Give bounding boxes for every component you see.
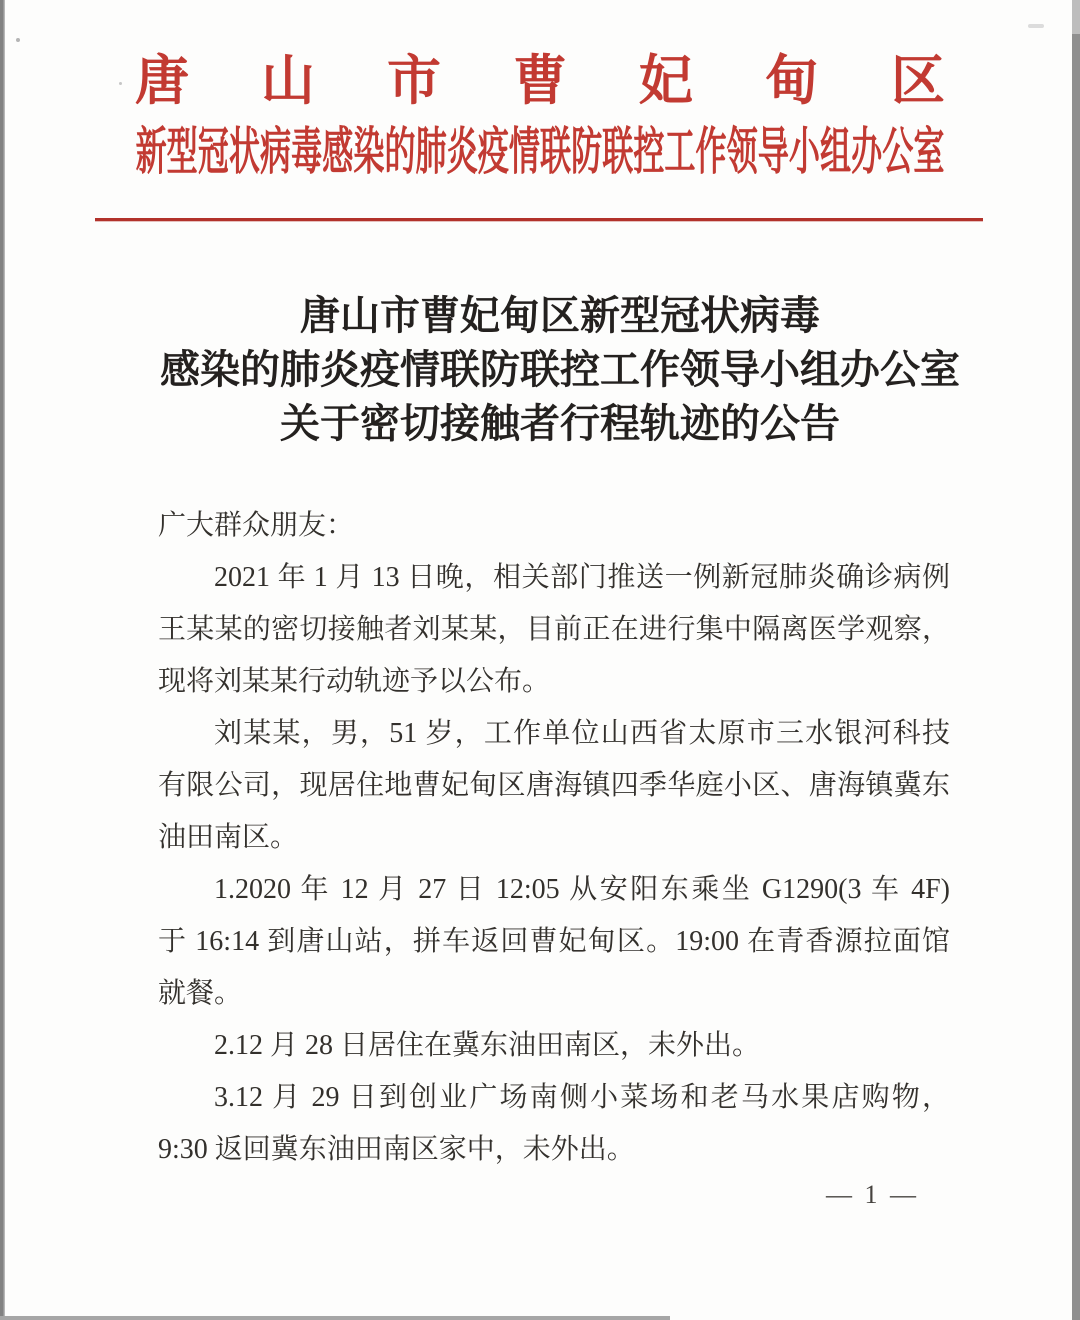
body-line: 油田南区。 xyxy=(158,822,299,853)
body-line: 刘某某，男，51 岁，工作单位山西省太原市三水银河科技 xyxy=(214,718,950,749)
salutation: 广大群众朋友： xyxy=(158,510,355,541)
document-title-line-2: 感染的肺炎疫情联防联控工作领导小组办公室 xyxy=(160,347,960,392)
letterhead-separator-rule xyxy=(95,218,983,221)
body-line: 3.12 月 29 日到创业广场南侧小菜场和老马水果店购物， xyxy=(214,1082,950,1113)
document-title-line-1: 唐山市曹妃甸区新型冠状病毒 xyxy=(300,293,820,338)
body-line: 有限公司，现居住地曹妃甸区唐海镇四季华庭小区、唐海镇冀东 xyxy=(158,770,950,801)
scan-edge-bottom xyxy=(0,1316,670,1320)
body-line: 2021 年 1 月 13 日晚，相关部门推送一例新冠肺炎确诊病例 xyxy=(214,562,950,593)
body-line: 2.12 月 28 日居住在冀东油田南区，未外出。 xyxy=(214,1030,761,1061)
body-line: 9:30 返回冀东油田南区家中，未外出。 xyxy=(158,1134,635,1165)
scan-edge-left xyxy=(0,0,5,1320)
page-number: — 1 — xyxy=(826,1180,919,1209)
body-line: 就餐。 xyxy=(158,978,243,1009)
body-line: 于 16:14 到唐山站，拼车返回曹妃甸区。19:00 在青香源拉面馆 xyxy=(158,926,950,957)
letterhead-office-name: 新型冠状病毒感染的肺炎疫情联防联控工作领导小组办公室 xyxy=(135,125,945,181)
body-line: 1.2020 年 12 月 27 日 12:05 从安阳东乘坐 G1290(3 车 4F) xyxy=(214,874,950,905)
scan-edge-right-top xyxy=(1072,0,1080,34)
scan-edge-right xyxy=(1072,0,1080,1320)
body-line: 王某某的密切接触者刘某某，目前正在进行集中隔离医学观察， xyxy=(158,614,950,645)
document-title-line-3: 关于密切接触者行程轨迹的公告 xyxy=(280,401,840,446)
scan-speck xyxy=(16,38,20,42)
letterhead-org-name-text: 唐山市曹妃甸区 xyxy=(135,51,1017,111)
body-line: 现将刘某某行动轨迹予以公布。 xyxy=(158,666,551,697)
document-title xyxy=(160,289,960,451)
document-body xyxy=(158,500,950,1176)
letterhead-org-name xyxy=(0,50,1080,112)
scan-speck xyxy=(1028,24,1044,28)
